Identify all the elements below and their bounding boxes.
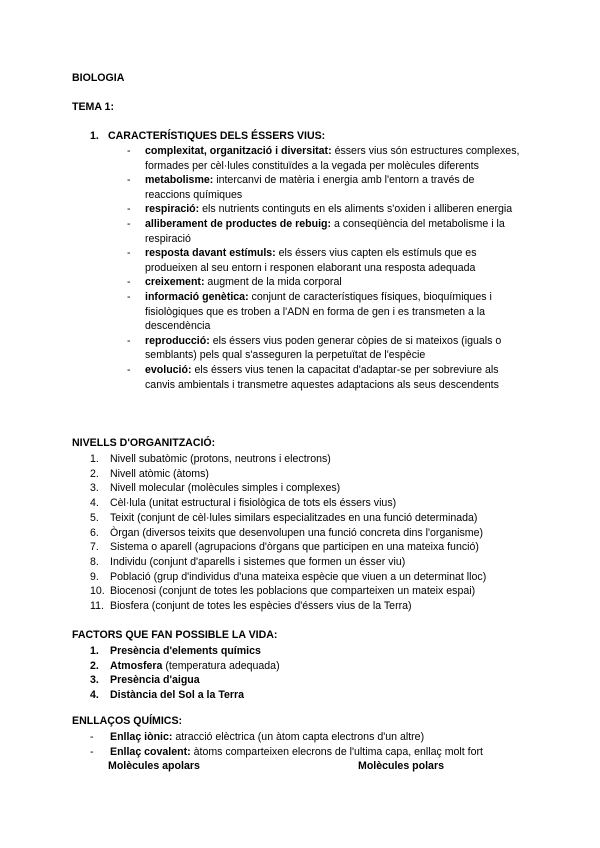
list-item: 6. Òrgan (diversos teixits que desenvolupen una funció concreta dins l'organisme) <box>90 526 484 539</box>
factors-list <box>90 644 280 702</box>
list-item: 11. Biosfera (conjunt de totes les espècies d'éssers vius de la Terra) <box>90 600 412 613</box>
list-item: - reproducció: els éssers vius poden generar còpies de si mateixos (iguals o semblants) pels qual s'asseguren la perpetuïtat de l'espècie <box>127 334 502 362</box>
molecule-columns <box>108 760 528 772</box>
term: alliberament de productes de rebuig: <box>145 217 332 230</box>
list-item: - evolució: els éssers vius tenen la capacitat d'adaptar-se per sobreviure als canvis ambientals i transmetre aquestes adaptacions als seus descendents <box>127 363 499 391</box>
doc-subject: BIOLOGIA <box>72 72 125 84</box>
list-item: 3. Presència d'aigua <box>90 674 200 687</box>
list-item: 1. Nivell subatòmic (protons, neutrons i electrons) <box>90 453 331 465</box>
term: respiració: <box>145 203 200 216</box>
definition: els éssers vius tenen la capacitat d'adaptar-se per sobreviure als canvis ambientals i transmetre aquestes adaptacions als seus descendents <box>145 363 499 391</box>
list-item: 7. Sistema o aparell (agrupacions d'òrgans que participen en una mateixa funció) <box>90 541 479 554</box>
definition: augment de la mida corporal <box>204 276 342 289</box>
list-item: 1. Presència d'elements químics <box>90 645 261 657</box>
doc-topic: TEMA 1: <box>72 101 114 113</box>
list-item: - metabolisme: intercanvi de matèria i energia amb l'entorn a través de reaccions químiques <box>127 174 475 201</box>
definition: els éssers vius capten els estímuls que es produeixen al seu entorn i responen elaborant una resposta adequada <box>145 247 477 274</box>
list-item: - creixement: augment de la mida corporal <box>127 276 342 289</box>
list-item: 4. Cèl·lula (unitat estructural i fisiològica de tots els éssers vius) <box>90 497 397 510</box>
list-item: - alliberament de productes de rebuig: a conseqüència del metabolisme i la respiració <box>127 217 505 245</box>
list-item: 4. Distància del Sol a la Terra <box>90 688 245 701</box>
term: informació genètica: <box>145 290 249 303</box>
levels-list <box>90 452 486 614</box>
definition: els nutrients continguts en els aliments s'oxiden i alliberen energia <box>199 203 513 216</box>
list-item: 8. Individu (conjunt d'aparells i sistemes que formen un ésser viu) <box>90 555 406 568</box>
list-item: 5. Teixit (conjunt de cèl·lules similars especialitzades en una funció determinada) <box>90 511 478 524</box>
definition: éssers vius són estructures complexes, formades per cèl·lules constituïdes a la vegada per molècules diferents <box>145 145 520 172</box>
definition: a conseqüència del metabolisme i la respiració <box>145 217 505 245</box>
section-heading-levels: NIVELLS D'ORGANITZACIÓ: <box>72 437 216 449</box>
definition: conjunt de característiques físiques, bioquímiques i fisiològiques que es troben a l'ADN en forma de gen i es transmeten a la descendència <box>145 290 492 333</box>
list-item: 10. Biocenosi (conjunt de totes les poblacions que comparteixen un mateix espai) <box>90 585 476 598</box>
list-item: 2. Atmosfera (temperatura adequada) <box>90 659 280 672</box>
definition: els éssers vius poden generar còpies de si mateixos (iguals o semblants) pels qual s'asseguren la perpetuïtat de l'espècie <box>145 334 502 362</box>
list-item: - Enllaç covalent: àtoms comparteixen elecrons de l'ultima capa, enllaç molt fort <box>90 745 483 758</box>
term: reproducció: <box>145 334 210 347</box>
col-apolar: Molècules apolars <box>108 760 200 772</box>
term: metabolisme: <box>145 174 214 187</box>
list-item: - complexitat, organització i diversitat: éssers vius són estructures complexes, formades per cèl·lules constituïdes a la vegada per molècules diferents <box>127 145 520 172</box>
list-item: 3. Nivell molecular (molècules simples i complexes) <box>90 482 341 495</box>
definition: intercanvi de matèria i energia amb l'entorn a través de reaccions químiques <box>145 174 475 201</box>
section-title: CARACTERÍSTIQUES DELS ÉSSERS VIUS: <box>108 130 326 142</box>
list-item: - Enllaç iònic: atracció elèctrica (un àtom capta electrons d'un altre) <box>90 731 425 743</box>
characteristics-list <box>127 144 522 392</box>
list-item: 2. Nivell atòmic (àtoms) <box>90 467 209 480</box>
term: evolució: <box>145 363 192 376</box>
term: creixement: <box>145 276 205 289</box>
list-item: - informació genètica: conjunt de característiques físiques, bioquímiques i fisiològiques que es troben a l'ADN en forma de gen i es transmeten a la descendència <box>127 290 492 333</box>
list-item: - resposta davant estímuls: els éssers vius capten els estímuls que es produeixen al seu entorn i responen elaborant una resposta adequada <box>127 247 477 274</box>
col-polar: Molècules polars <box>358 760 444 772</box>
section-heading-bonds: ENLLAÇOS QUÍMICS: <box>72 715 183 727</box>
list-item: 9. Població (grup d'individus d'una mateixa espècie que viuen a un determinat lloc) <box>90 570 487 583</box>
term: complexitat, organització i diversitat: <box>145 145 332 157</box>
section-heading-factors: FACTORS QUE FAN POSSIBLE LA VIDA: <box>72 629 278 641</box>
section-number: 1. <box>90 130 99 142</box>
term: resposta davant estímuls: <box>145 247 276 260</box>
section-heading-characteristics <box>90 130 325 142</box>
list-item: - respiració: els nutrients continguts en els aliments s'oxiden i alliberen energia <box>127 203 513 216</box>
bonds-list <box>90 730 530 759</box>
